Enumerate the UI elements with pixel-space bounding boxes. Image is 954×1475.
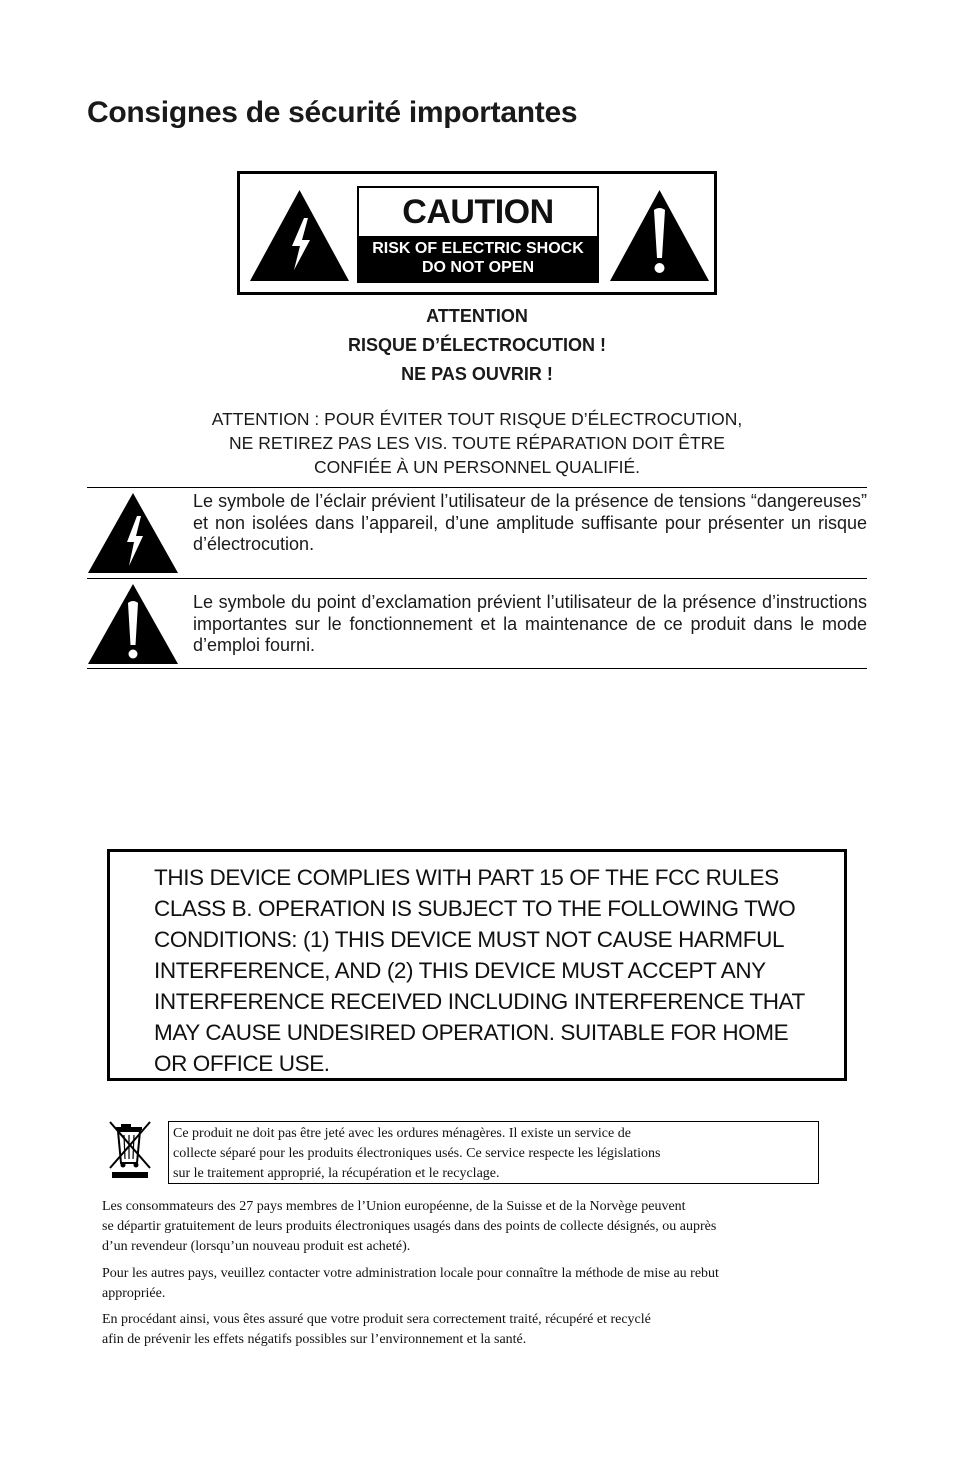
paragraph-line: se départir gratuitement de leurs produits électroniques usagés dans des points de collecte désignés, ou auprès — [102, 1219, 717, 1234]
fcc-line: INTERFERENCE RECEIVED INCLUDING INTERFERENCE THAT — [154, 989, 805, 1014]
caution-line-2: DO NOT OPEN — [421, 259, 534, 276]
fcc-line: INTERFERENCE, AND (2) THIS DEVICE MUST ACCEPT ANY — [154, 958, 766, 983]
paragraph-line: afin de prévenir les effets négatifs possibles sur l’environnement et la santé. — [102, 1332, 527, 1347]
paragraph-line: Les consommateurs des 27 pays membres de l’Union européenne, de la Suisse et de la Norvège peuvent — [102, 1199, 686, 1214]
divider — [87, 578, 867, 579]
caution-label — [237, 171, 717, 295]
lightning-triangle-icon — [248, 188, 351, 283]
caution-band — [359, 236, 597, 281]
recycling-box-line: sur le traitement approprié, la récupération et le recyclage. — [173, 1166, 500, 1181]
exclamation-triangle-icon — [87, 583, 179, 665]
attention-line-3: NE PAS OUVRIR ! — [401, 364, 553, 384]
crossed-out-wheelie-bin-icon — [104, 1118, 156, 1180]
attention-line-1: ATTENTION — [426, 306, 528, 326]
caution-word: CAUTION — [402, 193, 554, 231]
recycling-paragraph-other — [102, 1264, 854, 1304]
fcc-line: CONDITIONS: (1) THIS DEVICE MUST NOT CAUSE HARMFUL — [154, 927, 785, 952]
divider — [87, 487, 867, 488]
paragraph-line: appropriée. — [102, 1286, 166, 1301]
paragraph-line: Pour les autres pays, veuillez contacter votre administration locale pour connaître la méthode de mise au rebut — [102, 1266, 719, 1281]
exclamation-description: Le symbole du point d’exclamation prévient l’utilisateur de la présence d’instructions importantes sur le fonctionnement et la maintenance de ce produit dans le mode d’emploi fourni. — [193, 592, 867, 655]
caution-line-1: RISK OF ELECTRIC SHOCK — [372, 240, 584, 257]
recycling-notice-box — [168, 1121, 819, 1184]
recycling-box-line: collecte séparé pour les produits électroniques usés. Ce service respecte les législations — [173, 1146, 661, 1161]
fcc-line: MAY CAUSE UNDESIRED OPERATION. SUITABLE FOR HOME — [154, 1020, 789, 1045]
fcc-line: THIS DEVICE COMPLIES WITH PART 15 OF THE FCC RULES — [154, 865, 779, 890]
warning-line-3: CONFIÉE À UN PERSONNEL QUALIFIÉ. — [313, 457, 641, 477]
attention-block — [0, 302, 954, 389]
exclamation-triangle-icon — [608, 188, 711, 283]
paragraph-line: En procédant ainsi, vous êtes assuré que votre produit sera correctement traité, récupéré et recyclé — [102, 1312, 651, 1327]
warning-line-2: NE RETIREZ PAS LES VIS. TOUTE RÉPARATION DOIT ÊTRE — [229, 433, 725, 453]
fcc-text — [154, 862, 814, 1079]
paragraph-line: d’un revendeur (lorsqu’un nouveau produit est acheté). — [102, 1239, 411, 1254]
exclamation-symbol-row — [87, 580, 867, 668]
lightning-triangle-icon — [87, 492, 179, 574]
warning-line-1: ATTENTION : POUR ÉVITER TOUT RISQUE D’ÉLECTROCUTION, — [211, 409, 743, 429]
recycling-box-line: Ce produit ne doit pas être jeté avec les ordures ménagères. Il existe un service de — [173, 1126, 631, 1141]
attention-line-2: RISQUE D’ÉLECTROCUTION ! — [347, 335, 606, 355]
recycling-notice-text — [173, 1124, 813, 1184]
caution-center-panel — [357, 186, 599, 283]
page-title: Consignes de sécurité importantes — [87, 96, 578, 129]
lightning-description: Le symbole de l’éclair prévient l’utilisateur de la présence de tensions “dangereuses” et non isolées dans l’appareil, d’une amplitude suffisante pour présenter un risque d’électrocution. — [193, 491, 867, 554]
divider — [87, 668, 867, 669]
warning-block — [0, 407, 954, 479]
lightning-symbol-row — [87, 489, 867, 577]
recycling-paragraph-benefit — [102, 1310, 854, 1350]
fcc-line: OR OFFICE USE. — [154, 1051, 330, 1076]
fcc-compliance-box — [107, 849, 847, 1081]
fcc-line: CLASS B. OPERATION IS SUBJECT TO THE FOLLOWING TWO — [154, 896, 796, 921]
recycling-paragraph-eu — [102, 1197, 854, 1257]
